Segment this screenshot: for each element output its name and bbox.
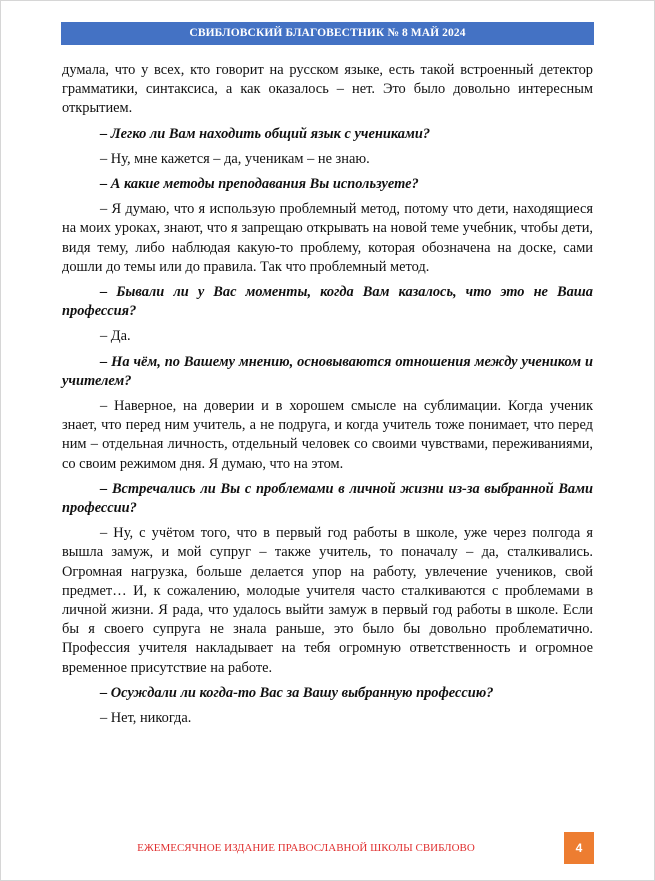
question-11: – Осуждали ли когда-то Вас за Вашу выбранную профессию? (100, 684, 494, 701)
article-body (62, 61, 593, 734)
question-7: – На чём, по Вашему мнению, основываются отношения между учеником и учителем? (62, 353, 593, 389)
answer-4: – Я думаю, что я использую проблемный метод, потому что дети, находящиеся на моих уроках, знают, что я запрещаю открывать на новой теме учебник, чтобы дети, видя тему, либо наблюдая какую-то проблему, которая обозначена на доске, сами дошли до темы или до правила. Так что проблемный метод. (62, 201, 593, 275)
footer-publication-line: ЕЖЕМЕСЯЧНОЕ ИЗДАНИЕ ПРАВОСЛАВНОЙ ШКОЛЫ СВИБЛОВО (137, 842, 475, 854)
question-3: – А какие методы преподавания Вы используете? (100, 176, 419, 193)
question-5: – Бывали ли у Вас моменты, когда Вам казалось, что это не Ваша профессия? (62, 284, 593, 320)
question-1: – Легко ли Вам находить общий язык с учениками? (100, 125, 431, 142)
answer-12: – Нет, никогда. (100, 710, 192, 727)
answer-6: – Да. (100, 328, 131, 345)
answer-10: – Ну, с учётом того, что в первый год работы в школе, уже через полгода я вышла замуж, и мой супруг – также учитель, то поначалу – да, сталкивались. Огромная нагрузка, больше делается упор на работу, увлечение учеников, свой предмет… И, к сожалению, молодые учителя часто сталкиваются с проблемами в личной жизни. Я рада, что удалось выйти замуж в первый год работы в школе. Если бы я своего супруга не знала раньше, это было бы довольно проблематично. Профессия учителя накладывает на тебя огромную ответственность и огромное временное присутствие на работе. (62, 525, 593, 676)
paragraph-0: думала, что у всех, кто говорит на русском языке, есть такой встроенный детектор грамматики, синтаксиса, а как оказалось – нет. Это было довольно интересным открытием. (62, 62, 593, 117)
page-number-badge: 4 (564, 832, 594, 864)
answer-8: – Наверное, на доверии и в хорошем смысле на сублимации. Когда ученик знает, что перед ним учитель, а не подруга, и когда учитель тоже понимает, что перед ним – отдельная личность, отдельный человек со своими чувствами, переживаниями, со своим режимом дня. Я думаю, что на этом. (62, 398, 593, 472)
newsletter-header: СВИБЛОВСКИЙ БЛАГОВЕСТНИК № 8 МАЙ 2024 (61, 22, 594, 45)
question-9: – Встречались ли Вы с проблемами в личной жизни из-за выбранной Вами профессии? (62, 480, 593, 517)
answer-2: – Ну, мне кажется – да, ученикам – не знаю. (100, 150, 370, 167)
